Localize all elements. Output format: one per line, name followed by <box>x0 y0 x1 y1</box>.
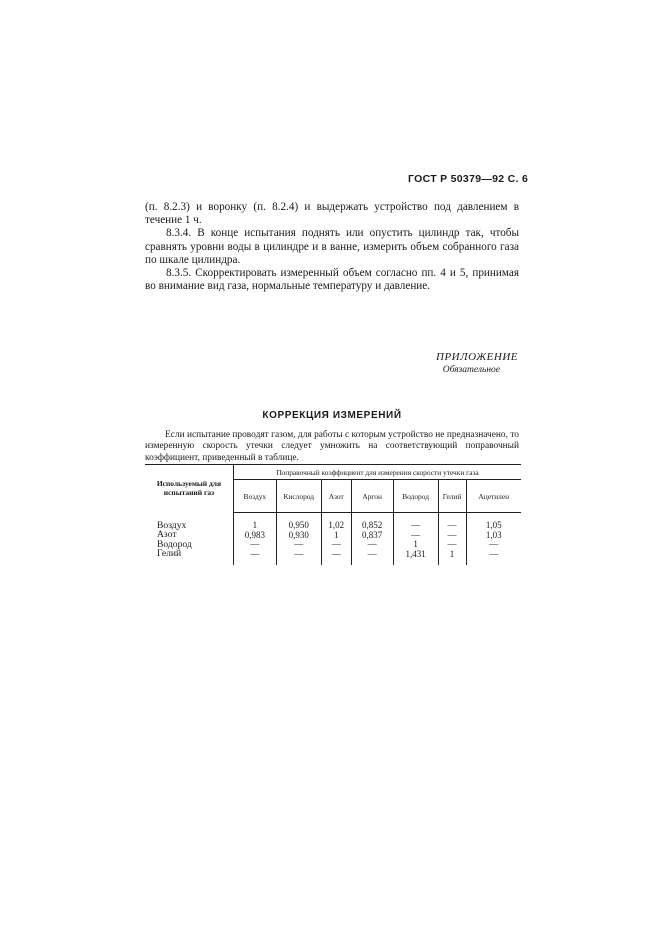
gas-column-header: Используемый для испытаний газ <box>145 465 233 513</box>
table-cell: — <box>250 548 260 559</box>
table-cell: — <box>331 548 341 559</box>
table-cell: — <box>447 529 457 540</box>
column-header: Азот <box>321 480 351 513</box>
table-cell: 1,05 <box>485 520 502 530</box>
table-cell: 0,950 <box>288 520 309 530</box>
coefficient-cell <box>276 513 321 566</box>
table-cell: — <box>411 520 421 530</box>
gas-name: Воздух <box>157 519 187 531</box>
appendix-title: ПРИЛОЖЕНИЕ <box>436 351 518 363</box>
table-cell: — <box>489 548 499 559</box>
coefficient-cell <box>321 513 351 566</box>
table-cell: — <box>294 539 304 549</box>
table-cell: 0,983 <box>244 529 265 540</box>
table-cell: — <box>294 548 304 559</box>
coefficient-cell <box>351 513 393 566</box>
appendix-subtitle: Обязательное <box>442 365 500 375</box>
coefficient-cell <box>233 513 276 566</box>
correction-table <box>145 464 521 565</box>
paragraph-8-3-5: 8.3.5. Скорректировать измеренный объем согласно пп. 4 и 5, принимая во внимание вид газа, нормальные температуру и давление. <box>145 267 519 293</box>
gas-name: Азот <box>157 529 177 540</box>
table-cell: — <box>411 529 421 540</box>
table-cell: — <box>447 539 457 549</box>
column-header: Аргон <box>351 480 393 513</box>
table-body-row <box>145 513 521 566</box>
coefficient-group-header: Поправочный коэффициент для измерения скорости утечки газа <box>233 465 521 480</box>
table-cell: — <box>447 520 457 530</box>
table-cell: — <box>367 548 377 559</box>
coefficient-cell <box>438 513 466 566</box>
intro-paragraph: Если испытание проводят газом, для работы с которым устройство не предназначено, то измеренную скорость утечки следует умножить на соответствующий поправочный коэффициент, приведенный в таблице. <box>145 430 519 463</box>
table-cell: 1 <box>413 539 418 549</box>
column-header: Воздух <box>233 480 276 513</box>
table-cell: 0,852 <box>362 520 383 530</box>
section-heading: КОРРЕКЦИЯ ИЗМЕРЕНИЙ <box>262 410 402 421</box>
gas-name: Гелий <box>157 548 182 559</box>
table-cell: — <box>331 539 341 549</box>
page-header: ГОСТ Р 50379—92 С. 6 <box>408 173 529 185</box>
gas-name: Водород <box>157 538 192 550</box>
coefficient-cell <box>466 513 521 566</box>
gas-names-cell <box>145 513 233 566</box>
paragraph-8-3-4: 8.3.4. В конце испытания поднять или опустить цилиндр так, чтобы сравнять уровни воды в цилиндре и в ванне, измерить объем собранного газа по шкале цилиндра. <box>145 227 519 266</box>
table-cell: 1,431 <box>405 548 426 559</box>
coefficient-cell <box>393 513 438 566</box>
column-header: Кислород <box>276 480 321 513</box>
column-header: Гелий <box>438 480 466 513</box>
table-cell: — <box>367 539 377 549</box>
table-cell: — <box>250 539 260 549</box>
table-cell: 0,837 <box>362 529 383 540</box>
table-cell: 1 <box>333 529 339 540</box>
body-text <box>145 201 519 293</box>
paragraph-continuation: (п. 8.2.3) и воронку (п. 8.2.4) и выдержать устройство под давлением в течение 1 ч. <box>145 201 519 227</box>
table-cell: 1 <box>252 520 258 530</box>
table-cell: 0,930 <box>288 529 309 540</box>
table-cell: 1 <box>449 548 455 559</box>
table-cell: — <box>489 539 499 549</box>
table-cell: 1,03 <box>485 529 502 540</box>
column-header: Ацетилен <box>466 480 521 513</box>
table-cell: 1,02 <box>328 520 345 530</box>
column-header: Водород <box>393 480 438 513</box>
